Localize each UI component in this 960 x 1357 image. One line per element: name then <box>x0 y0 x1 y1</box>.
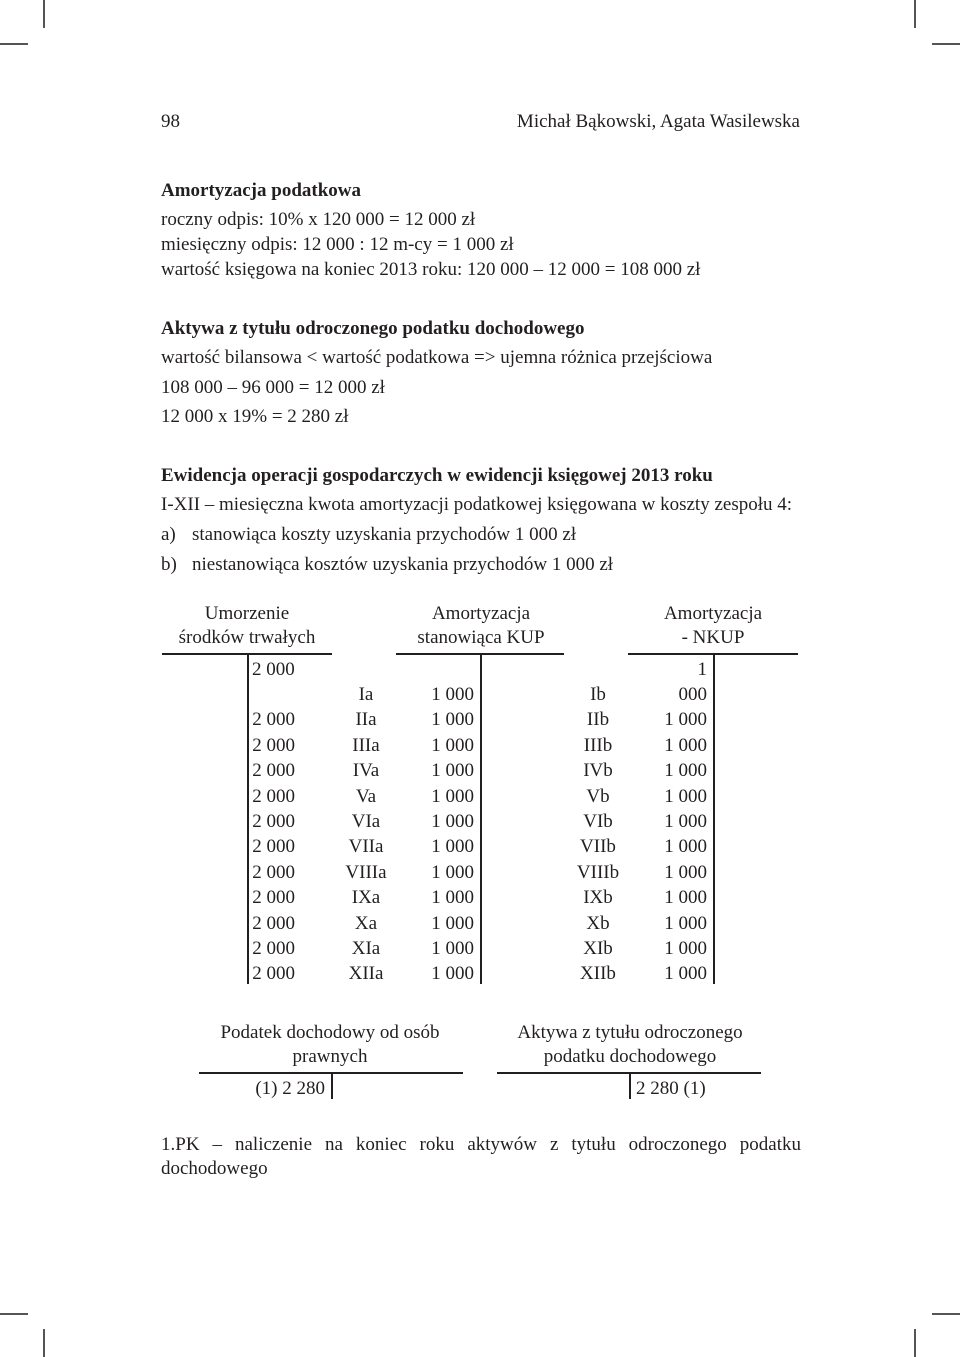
umorzenie-credit: 2 000 <box>252 760 295 781</box>
kup-debit: 1 000 <box>431 735 474 756</box>
nkup-debit: 1 000 <box>664 887 707 908</box>
account-header-umorzenie: środków trwałych <box>178 627 316 648</box>
footnote-line: 1.PK – naliczenie na koniec roku aktywów z tytułu odroczonego podatku <box>161 1134 801 1155</box>
kup-operation-ref: VIIIa <box>345 862 387 883</box>
crop-mark <box>932 1313 960 1315</box>
kup-debit: 1 000 <box>431 709 474 730</box>
umorzenie-credit: 2 000 <box>252 709 295 730</box>
nkup-debit: 1 000 <box>664 836 707 857</box>
nkup-debit: 1 000 <box>664 811 707 832</box>
crop-mark <box>932 43 960 45</box>
nkup-operation-ref: Xb <box>586 913 610 934</box>
nkup-operation-ref: IVb <box>583 760 613 781</box>
kup-operation-ref: IIa <box>355 709 377 730</box>
text-line: 108 000 – 96 000 = 12 000 zł <box>161 377 385 398</box>
account-header-nkup: - NKUP <box>681 627 745 648</box>
nkup-operation-ref: IXb <box>583 887 613 908</box>
nkup-operation-ref: XIIb <box>580 963 616 984</box>
account-header-nkup: Amortyzacja <box>663 603 763 624</box>
umorzenie-credit: 2 000 <box>252 963 295 984</box>
list-item: niestanowiąca kosztów uzyskania przychodów 1 000 zł <box>192 554 614 575</box>
account-header-kup: Amortyzacja <box>431 603 531 624</box>
podatek-debit: (1) 2 280 <box>255 1078 325 1099</box>
kup-operation-ref: IVa <box>352 760 380 781</box>
page-number: 98 <box>161 111 180 132</box>
kup-operation-ref: Xa <box>354 913 378 934</box>
crop-mark <box>0 1313 28 1315</box>
text-line: I-XII – miesięczna kwota amortyzacji podatkowej księgowana w koszty zespołu 4: <box>161 494 793 515</box>
nkup-operation-ref: VIb <box>583 811 613 832</box>
t-account-divider <box>629 1073 631 1099</box>
kup-operation-ref: VIa <box>351 811 381 832</box>
crop-mark <box>914 0 916 28</box>
list-marker: a) <box>161 524 176 545</box>
t-account-divider <box>247 654 249 984</box>
kup-operation-ref: XIa <box>351 938 381 959</box>
text-line: miesięczny odpis: 12 000 : 12 m-cy = 1 000 zł <box>161 234 514 255</box>
nkup-debit: 1 000 <box>664 786 707 807</box>
kup-operation-ref: Va <box>355 786 377 807</box>
kup-debit: 1 000 <box>431 913 474 934</box>
kup-debit: 1 000 <box>431 862 474 883</box>
kup-operation-ref: Ia <box>358 684 374 705</box>
nkup-operation-ref: VIIb <box>580 836 616 857</box>
kup-debit: 1 000 <box>431 887 474 908</box>
account-header-kup: stanowiąca KUP <box>417 627 545 648</box>
nkup-operation-ref: IIIb <box>583 735 613 756</box>
section-title: Ewidencja operacji gospodarczych w ewidencji księgowej 2013 roku <box>161 465 713 486</box>
umorzenie-credit: 2 000 <box>252 836 295 857</box>
t-account-divider <box>480 654 482 984</box>
kup-operation-ref: VIIa <box>348 836 384 857</box>
kup-debit: 1 000 <box>431 811 474 832</box>
crop-mark <box>914 1329 916 1357</box>
list-item: stanowiąca koszty uzyskania przychodów 1 000 zł <box>192 524 577 545</box>
nkup-debit: 1 000 <box>664 913 707 934</box>
footnote <box>161 1135 801 1154</box>
nkup-operation-ref: Vb <box>586 786 610 807</box>
nkup-debit: 1 000 <box>664 938 707 959</box>
t-account-divider <box>713 654 715 984</box>
nkup-operation-ref: VIIIb <box>576 862 620 883</box>
text-line: 12 000 x 19% = 2 280 zł <box>161 406 349 427</box>
umorzenie-credit: 2 000 <box>252 811 295 832</box>
kup-debit: 1 000 <box>431 760 474 781</box>
text-line: roczny odpis: 10% x 120 000 = 12 000 zł <box>161 209 476 230</box>
crop-mark <box>43 0 45 28</box>
t-account-divider <box>331 1073 333 1099</box>
kup-debit: 1 000 <box>431 963 474 984</box>
umorzenie-credit: 2 000 <box>252 913 295 934</box>
account-header-aktywa: Aktywa z tytułu odroczonego <box>517 1022 743 1043</box>
nkup-operation-ref: Ib <box>590 684 606 705</box>
crop-mark <box>0 43 28 45</box>
umorzenie-credit: 2 000 <box>252 887 295 908</box>
aktywa-credit: 2 280 (1) <box>636 1078 706 1099</box>
text-line: wartość księgowa na koniec 2013 roku: 120 000 – 12 000 = 108 000 zł <box>161 259 701 280</box>
umorzenie-credit: 2 000 <box>252 938 295 959</box>
nkup-debit: 1 000 <box>664 760 707 781</box>
crop-mark <box>43 1329 45 1357</box>
nkup-debit: 1 000 <box>664 709 707 730</box>
kup-debit: 1 000 <box>431 684 474 705</box>
account-header-podatek: prawnych <box>292 1046 368 1067</box>
umorzenie-credit: 2 000 <box>252 862 295 883</box>
footnote-line: dochodowego <box>161 1158 268 1179</box>
nkup-operation-ref: XIb <box>583 938 613 959</box>
nkup-debit: 1 000 <box>664 963 707 984</box>
nkup-debit: 1 <box>697 659 707 680</box>
section-title: Amortyzacja podatkowa <box>161 180 362 201</box>
kup-operation-ref: IXa <box>351 887 381 908</box>
nkup-debit: 1 000 <box>664 862 707 883</box>
nkup-debit: 000 <box>678 684 707 705</box>
account-header-aktywa: podatku dochodowego <box>543 1046 717 1067</box>
kup-debit: 1 000 <box>431 836 474 857</box>
running-header-authors: Michał Bąkowski, Agata Wasilewska <box>516 111 800 132</box>
nkup-debit: 1 000 <box>664 735 707 756</box>
account-header-podatek: Podatek dochodowy od osób <box>220 1022 440 1043</box>
account-header-umorzenie: Umorzenie <box>204 603 290 624</box>
list-marker: b) <box>161 554 177 575</box>
umorzenie-credit: 2 000 <box>252 786 295 807</box>
kup-debit: 1 000 <box>431 786 474 807</box>
kup-operation-ref: IIIa <box>352 735 380 756</box>
section-title: Aktywa z tytułu odroczonego podatku dochodowego <box>161 318 585 339</box>
text-line: wartość bilansowa < wartość podatkowa => ujemna różnica przejściowa <box>161 347 713 368</box>
umorzenie-credit: 2 000 <box>252 735 295 756</box>
kup-debit: 1 000 <box>431 938 474 959</box>
kup-operation-ref: XIIa <box>348 963 384 984</box>
umorzenie-credit: 2 000 <box>252 659 295 680</box>
nkup-operation-ref: IIb <box>586 709 610 730</box>
